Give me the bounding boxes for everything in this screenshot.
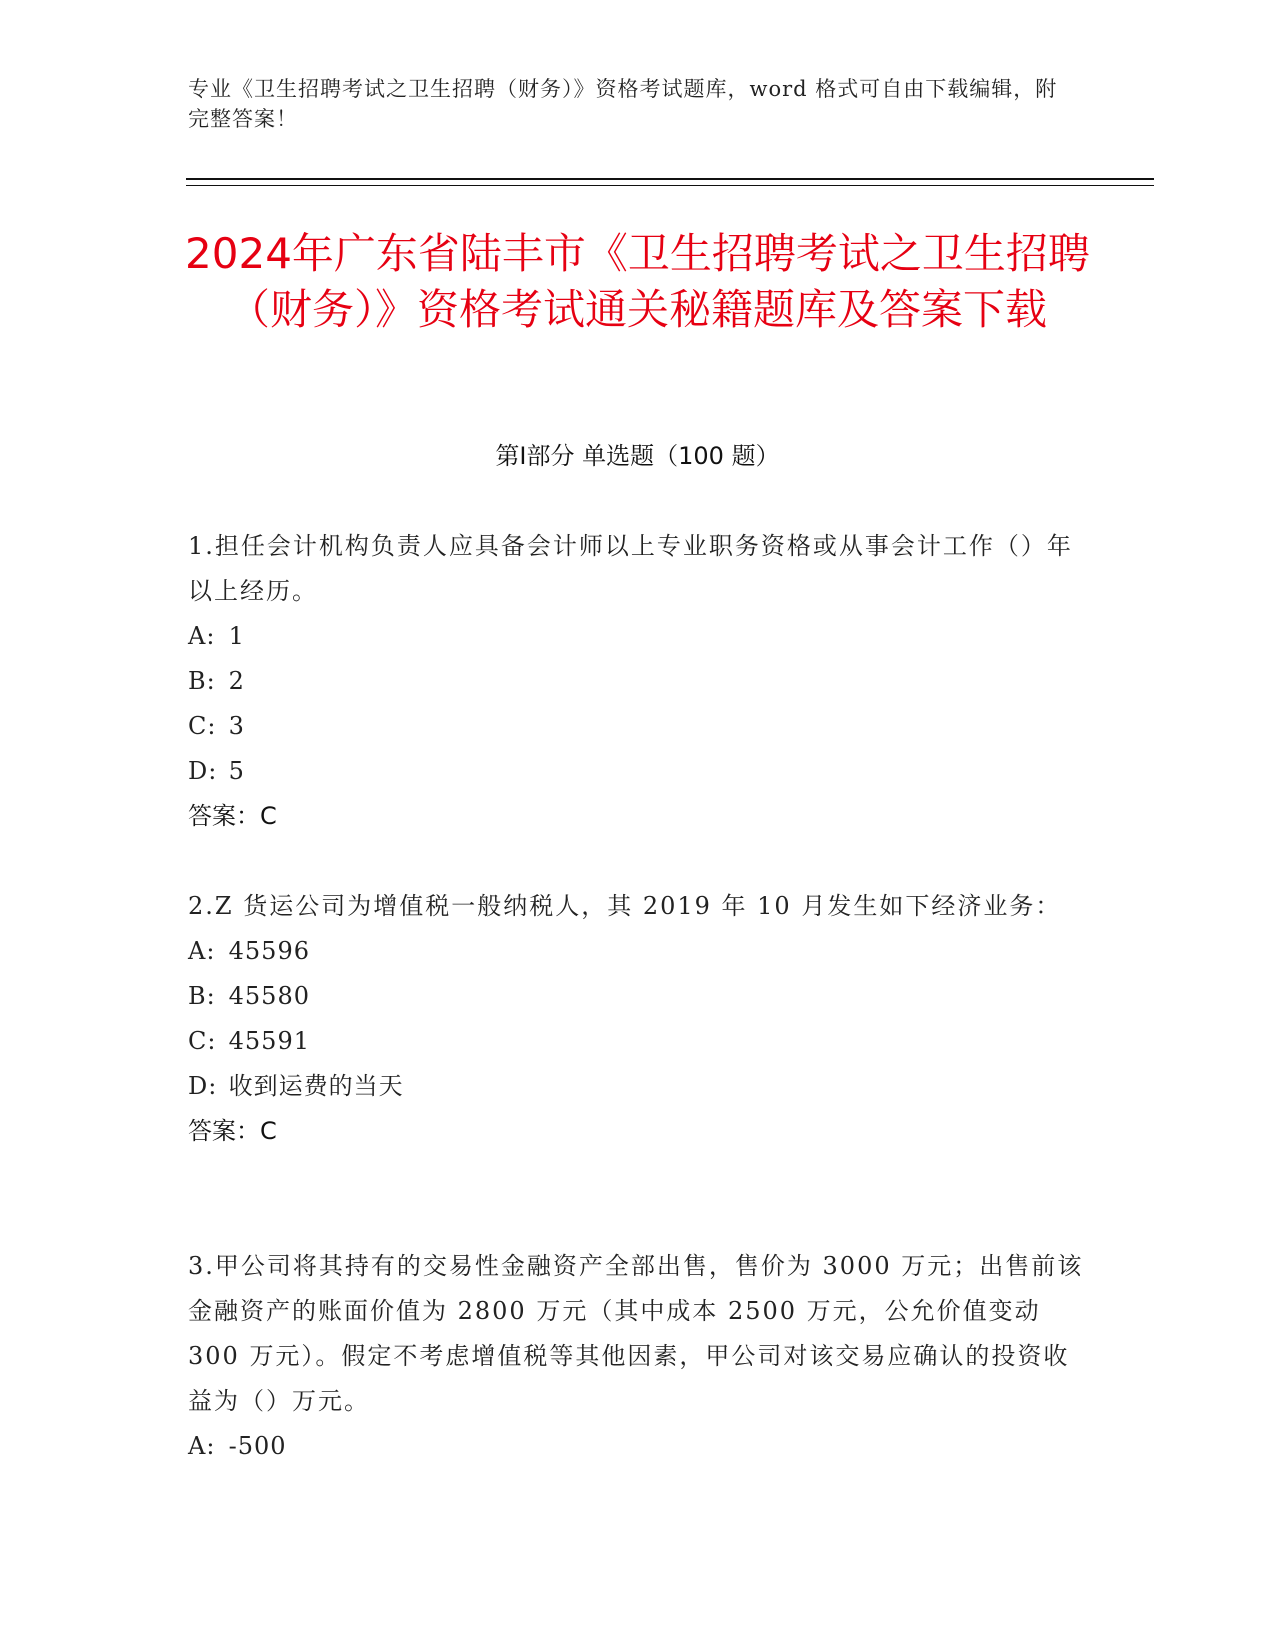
option-text: 3 [228,712,245,740]
option-d [188,1064,1088,1109]
option-a [188,1424,1088,1469]
option-text: 45596 [228,937,310,965]
option-letter: C: [188,1027,217,1055]
option-a [188,929,1088,974]
option-letter: A: [188,622,216,650]
answer-line: 答案：C [188,802,277,830]
option-letter: D: [188,757,218,785]
option-text: 5 [228,757,245,785]
option-letter: B: [188,667,216,695]
question-stem: 1.担任会计机构负责人应具备会计师以上专业职务资格或从事会计工作（）年以上经历。 [188,532,1073,605]
document-title: 2024年广东省陆丰市《卫生招聘考试之卫生招聘（财务）》资格考试通关秘籍题库及答案下载 [185,229,1090,334]
section-heading: 第Ⅰ部分 单选题（100 题） [495,442,780,470]
option-letter: C: [188,712,217,740]
option-text: -500 [228,1432,287,1460]
option-text: 45580 [228,982,310,1010]
option-c [188,704,1088,749]
answer-line: 答案：C [188,1117,277,1145]
option-b [188,974,1088,1019]
header-note: 专业《卫生招聘考试之卫生招聘（财务）》资格考试题库，word 格式可自由下载编辑，附完整答案！ [188,77,1058,131]
option-b [188,659,1088,704]
option-text: 1 [228,622,245,650]
option-letter: A: [188,937,216,965]
option-text: 收到运费的当天 [228,1072,404,1100]
option-letter: D: [188,1072,218,1100]
question-3 [188,1244,1088,1469]
question-stem: 2.Z 货运公司为增值税一般纳税人，其 2019 年 10 月发生如下经济业务： [188,892,1062,920]
option-letter: B: [188,982,216,1010]
question-stem: 3.甲公司将其持有的交易性金融资产全部出售，售价为 3000 万元；出售前该金融资产的账面价值为 2800 万元（其中成本 2500 万元，公允价值变动 300 万元）。假定不考虑增值税等其他因素，甲公司对该交易应确认的投资收益为（）万元。 [188,1252,1084,1415]
option-a [188,614,1088,659]
option-text: 2 [228,667,245,695]
header-divider-thick [186,178,1154,180]
option-c [188,1019,1088,1064]
question-1 [188,524,1088,839]
option-d [188,749,1088,794]
option-text: 45591 [228,1027,310,1055]
option-letter: A: [188,1432,216,1460]
question-2 [188,884,1088,1154]
header-divider-thin [186,185,1154,186]
